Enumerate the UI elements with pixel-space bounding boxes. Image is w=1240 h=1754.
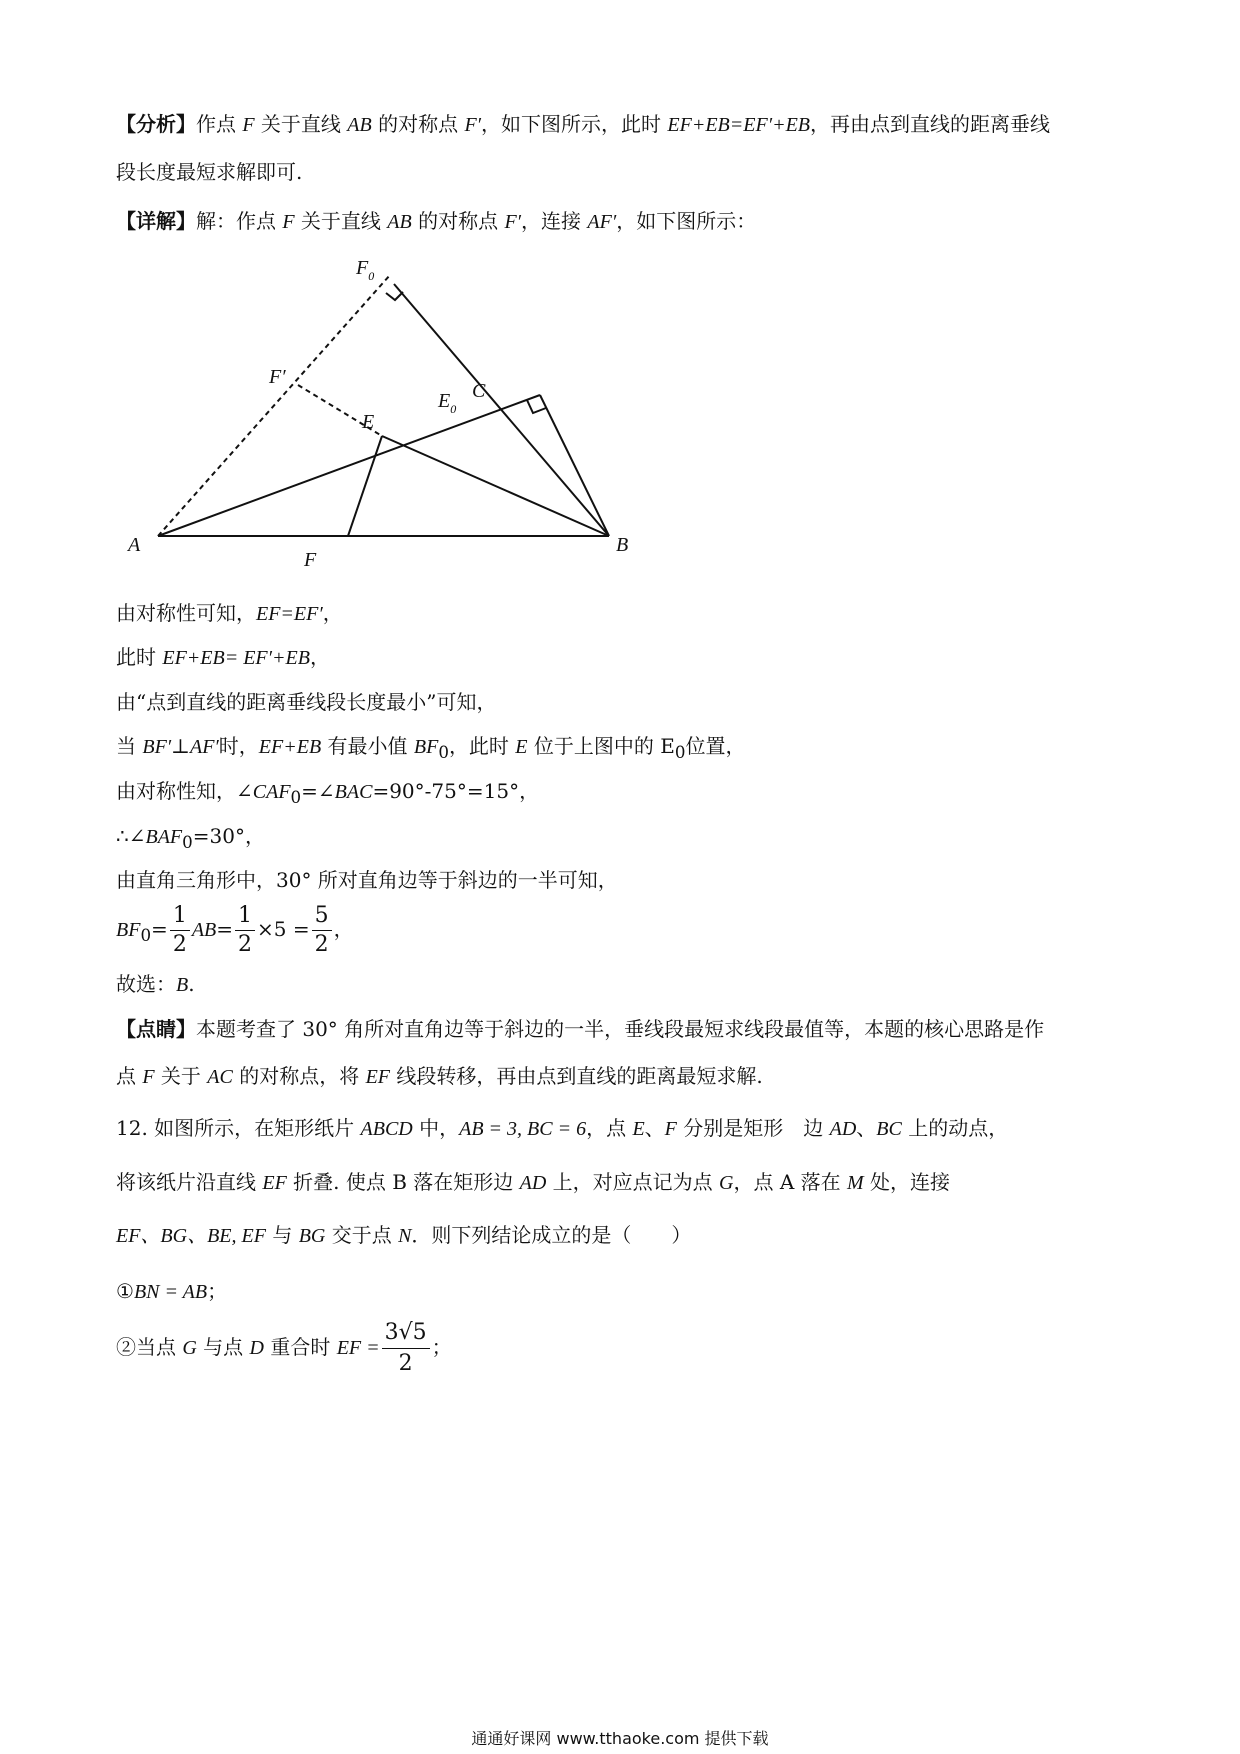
solution-line-6: $\therefore\angle BAF_0=30^\circ$， <box>116 824 265 852</box>
comment-line-1: 【点睛】本题考查了 30° 角所对直角边等于斜边的一半，垂线段最短求线段最值等，本题的核心思路是作 <box>116 1017 1045 1041</box>
solution-line-1: 由对称性可知，EF=EF′， <box>116 601 343 625</box>
segment-AC <box>158 395 540 536</box>
fraction-one-half: $\frac{1}{2}$ <box>170 902 190 959</box>
solution-line-2: 此时 EF+EB= EF′+EB， <box>116 645 330 669</box>
question-12-line-2: 将该纸片沿直线 EF 折叠. 使点 B 落在矩形边 AD 上，对应点记为点 G，点 A 落在 M 处，连接 <box>116 1170 951 1194</box>
label-F0: $F_0$ <box>356 257 375 283</box>
solution-line-4: 当 BF′⊥AF′时，EF+EB 有最小值 $BF_0$，此时 E 位于上图中的 $E_0$位置， <box>116 734 746 762</box>
analysis-line-2: 段长度最短求解即可. <box>116 160 303 184</box>
label-A: A <box>128 534 141 556</box>
segment-EB <box>382 436 609 536</box>
label-E0: $E_0$ <box>438 390 457 416</box>
label-E: E <box>362 411 375 433</box>
segment-F0B <box>394 284 609 536</box>
analysis-line-1: 【分析】作点 F 关于直线 AB 的对称点 F′，如下图所示，此时 EF+EB=EF′+EB，再由点到直线的距离垂线 <box>116 112 1051 136</box>
detail-line: 【详解】解：作点 F 关于直线 AB 的对称点 F′，连接 AF′，如下图所示： <box>116 209 757 233</box>
solution-line-7: 由直角三角形中，30° 所对直角边等于斜边的一半可知， <box>116 868 618 892</box>
question-12-line-1: 12. 如图所示，在矩形纸片 ABCD 中，AB = 3, BC = 6，点 E、F 分别是矩形 边 AD、BC 上的动点， <box>116 1116 1009 1140</box>
comment-tag: 【点睛】 <box>116 1017 196 1041</box>
label-C: C <box>472 380 486 402</box>
segment-EF <box>348 436 382 536</box>
question-12-choice-2: ②当点 G 与点 D 重合时 EF = $\frac{3√5}{2}$ ； <box>116 1318 452 1379</box>
solution-line-5: 由对称性知，$\angle CAF_0=\angle BAC=90^\circ-75^\circ=15^\circ$， <box>116 779 540 807</box>
fraction-one-half-2: $\frac{1}{2}$ <box>235 902 255 959</box>
question-12-line-3: EF、BG、BE, EF 与 BG 交于点 N．则下列结论成立的是（ ） <box>116 1223 692 1247</box>
fraction-three-root-five-over-two: $\frac{3√5}{2}$ <box>382 1318 430 1379</box>
segment-CB <box>540 395 609 536</box>
solution-line-9: 故选：B. <box>116 972 195 996</box>
analysis-tag: 【分析】 <box>116 112 196 136</box>
label-F-prime: F′ <box>269 366 286 388</box>
solution-line-8-formula: $BF_0=$ $\frac{1}{2}$ AB= $\frac{1}{2}$ ×5 = $\frac{5}{2}$ ， <box>116 903 354 957</box>
right-angle-F0 <box>386 292 403 300</box>
question-12-choice-1: ①BN = AB； <box>116 1279 228 1303</box>
label-F: F <box>304 549 317 571</box>
page-footer: 通通好课网 www.tthaoke.com 提供下载 <box>471 1729 769 1748</box>
solution-line-3: 由“点到直线的距离垂线段长度最小”可知， <box>116 690 497 714</box>
detail-tag: 【详解】 <box>116 209 196 233</box>
geometry-figure <box>116 255 636 575</box>
comment-line-2: 点 F 关于 AC 的对称点，将 EF 线段转移，再由点到直线的距离最短求解. <box>116 1064 763 1088</box>
fraction-five-halves: $\frac{5}{2}$ <box>312 902 332 959</box>
segment-AF0-dashed <box>158 275 390 536</box>
label-B: B <box>616 534 629 556</box>
